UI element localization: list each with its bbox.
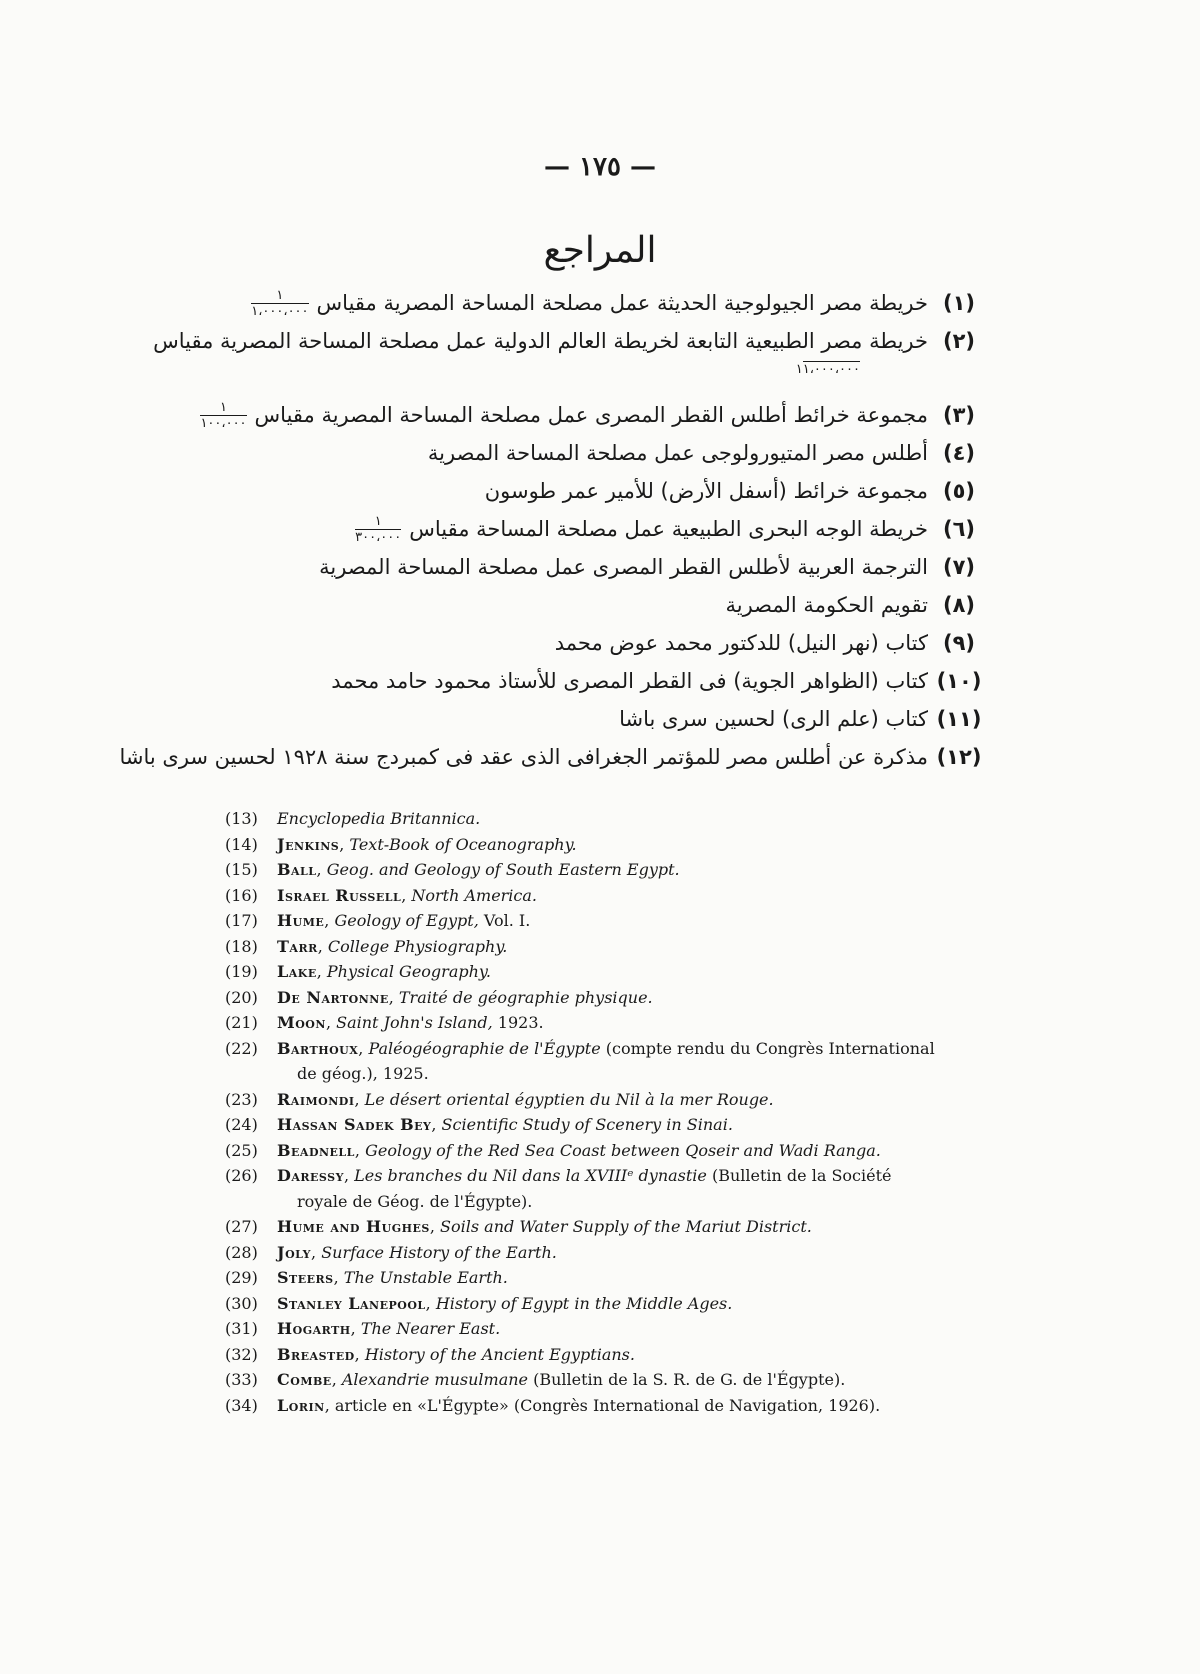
reference-body: Hume and Hughes, Soils and Water Supply of the Mariut District. [277, 1217, 812, 1236]
reference-author: Lake [277, 962, 317, 981]
reference-author: Hogarth [277, 1319, 351, 1338]
reference-title: Saint John's Island, [336, 1013, 493, 1032]
reference-title: The Nearer East. [360, 1319, 501, 1338]
reference-number: (١٢) [936, 745, 982, 769]
reference-title: Geology of Egypt, [334, 911, 479, 930]
english-reference-item [225, 985, 975, 1011]
reference-title: Traité de géographie physique. [398, 987, 653, 1007]
reference-body: Lake, Physical Geography. [277, 962, 491, 981]
reference-number: (16) [225, 885, 258, 905]
english-reference-item [225, 1291, 975, 1317]
scale-fraction [796, 363, 860, 377]
english-reference-item [225, 1342, 975, 1368]
reference-detail: (Bulletin de la S. R. de G. de l'Égypte). [528, 1370, 846, 1389]
reference-body: Jenkins, Text-Book of Oceanography. [277, 834, 577, 854]
reference-number: (29) [225, 1268, 258, 1287]
reference-body: Moon, Saint John's Island, 1923. [277, 1013, 544, 1032]
reference-body: Breasted, History of the Ancient Egyptians. [277, 1344, 635, 1364]
reference-number: (٨) [942, 593, 976, 617]
english-references-list [225, 806, 975, 1418]
reference-author: Hassan Sadek Bey [277, 1115, 432, 1134]
page-number: — ١٧٥ — [543, 152, 657, 182]
reference-title: Scientific Study of Scenery in Sinai. [441, 1115, 733, 1134]
reference-number: (28) [225, 1242, 258, 1262]
english-reference-item [225, 857, 975, 883]
reference-author: Tarr [277, 936, 318, 956]
reference-body: Israel Russell, North America. [277, 885, 538, 905]
reference-number: (19) [225, 962, 258, 981]
reference-number: (23) [225, 1089, 258, 1109]
reference-continuation: royale de Géog. de l'Égypte). [297, 1191, 533, 1211]
arabic-reference-item [153, 323, 990, 397]
reference-number: (15) [225, 860, 258, 879]
reference-author: Lorin [277, 1395, 325, 1415]
reference-body: Barthoux, Paléogéographie de l'Égypte (compte rendu du Congrès International de géog.), 1925. [277, 1036, 975, 1087]
reference-text: تقويم الحكومة المصرية [725, 593, 928, 617]
arabic-reference-item [119, 739, 990, 777]
reference-author: De Nartonne [277, 987, 389, 1007]
reference-title: Text-Book of Oceanography. [349, 834, 577, 854]
reference-text: كتاب (نهر النيل) للدكتور محمد عوض محمد [554, 631, 928, 655]
reference-body: Beadnell, Geology of the Red Sea Coast between Qoseir and Wadi Ranga. [277, 1140, 881, 1160]
reference-title: Geology of the Red Sea Coast between Qoseir and Wadi Ranga. [365, 1140, 881, 1160]
reference-text: خريطة الوجه البحرى الطبيعية عمل مصلحة المساحة مقياس [409, 517, 928, 541]
reference-body: Ball, Geog. and Geology of South Eastern Egypt. [277, 860, 680, 879]
reference-text: كتاب (الظواهر الجوية) فى القطر المصرى للأستاذ محمود حامد محمد [331, 669, 928, 693]
reference-number: (٧) [942, 555, 976, 579]
reference-number: (33) [225, 1370, 258, 1389]
scale-numerator: ١ [374, 514, 382, 529]
english-reference-item [225, 959, 975, 985]
reference-number: (٣) [942, 403, 976, 427]
reference-detail: (Bulletin de la Société [706, 1166, 892, 1185]
reference-detail: (compte rendu du Congrès International [600, 1038, 935, 1058]
reference-author: Hume [277, 911, 325, 930]
reference-title: The Unstable Earth. [343, 1268, 508, 1287]
english-reference-item [225, 1214, 975, 1240]
reference-number: (25) [225, 1140, 258, 1160]
arabic-reference-item [200, 397, 990, 435]
reference-title: Les branches du Nil dans la XVIIIᵉ dynastie [354, 1166, 707, 1185]
english-reference-item [225, 1010, 975, 1036]
arabic-reference-item [215, 587, 990, 625]
reference-title: Surface History of the Earth. [321, 1242, 557, 1262]
reference-text: خريطة مصر الطبيعية التابعة لخريطة العالم الدولية عمل مصلحة المساحة المصرية مقياس [153, 329, 928, 353]
english-reference-item [225, 1112, 975, 1138]
arabic-reference-item [215, 663, 990, 701]
reference-title: North America. [411, 885, 538, 905]
english-reference-item [225, 883, 975, 909]
reference-detail: article en «L'Égypte» (Congrès International de Navigation, 1926). [329, 1395, 881, 1415]
reference-title: History of the Ancient Egyptians. [364, 1344, 635, 1364]
arabic-reference-item [215, 473, 990, 511]
english-reference-item [225, 908, 975, 934]
reference-number: (٢) [942, 329, 976, 353]
english-reference-item [225, 1163, 975, 1214]
reference-author: Hume and Hughes [277, 1217, 430, 1236]
reference-text: مذكرة عن أطلس مصر للمؤتمر الجغرافى الذى عقد فى كمبردج سنة ١٩٢٨ لحسين سرى باشا [119, 745, 928, 769]
scale-numerator: ١ [219, 400, 227, 415]
reference-title: College Physiography. [327, 936, 508, 956]
reference-number: (22) [225, 1038, 258, 1058]
reference-number: (24) [225, 1115, 258, 1134]
english-reference-item [225, 1138, 975, 1164]
reference-number: (34) [225, 1395, 258, 1415]
reference-author: Moon [277, 1013, 326, 1032]
reference-title: Geog. and Geology of South Eastern Egypt. [326, 860, 680, 879]
reference-title: Alexandrie musulmane [341, 1370, 529, 1389]
reference-number: (30) [225, 1293, 258, 1313]
english-reference-item [225, 934, 975, 960]
reference-title: Encyclopedia Britannica. [277, 809, 481, 828]
english-reference-item [225, 1393, 975, 1419]
scale-numerator: ١ [276, 288, 284, 303]
reference-text: أطلس مصر المتيورولوجى عمل مصلحة المساحة المصرية [427, 441, 928, 465]
reference-number: (26) [225, 1166, 258, 1185]
scale-numerator: ١ [795, 362, 803, 377]
english-reference-item [225, 832, 975, 858]
reference-title: Paléogéographie de l'Égypte [368, 1038, 601, 1058]
reference-text: مجموعة خرائط (أسفل الأرض) للأمير عمر طوسون [484, 479, 928, 503]
reference-author: Joly [277, 1242, 312, 1262]
reference-number: (٩) [942, 631, 976, 655]
reference-detail: Vol. I. [478, 911, 531, 930]
scale-denominator: ١،٠٠٠،٠٠٠ [802, 362, 860, 377]
reference-body: Lorin, article en «L'Égypte» (Congrès International de Navigation, 1926). [277, 1395, 881, 1415]
reference-number: (١١) [936, 707, 982, 731]
reference-body: Combe, Alexandrie musulmane (Bulletin de la S. R. de G. de l'Égypte). [277, 1370, 846, 1389]
reference-continuation: de géog.), 1925. [297, 1064, 429, 1083]
reference-number: (14) [225, 834, 258, 854]
reference-body: Joly, Surface History of the Earth. [277, 1242, 557, 1262]
english-reference-item [225, 1367, 975, 1393]
arabic-reference-item [215, 549, 990, 587]
scale-fraction [251, 289, 308, 319]
reference-author: Beadnell [277, 1140, 355, 1160]
reference-detail: 1923. [492, 1013, 544, 1032]
reference-author: Breasted [277, 1344, 355, 1364]
reference-number: (13) [225, 809, 258, 828]
reference-number: (31) [225, 1319, 258, 1338]
english-reference-item [225, 1316, 975, 1342]
reference-body: Daressy, Les branches du Nil dans la XVIIIᵉ dynastie (Bulletin de la Société royale de Géog. de l'Égypte). [277, 1163, 975, 1214]
reference-title: Physical Geography. [326, 962, 491, 981]
arabic-reference-item [215, 701, 990, 739]
english-reference-item [225, 1036, 975, 1087]
reference-number: (27) [225, 1217, 258, 1236]
scale-denominator: ٣٠٠،٠٠٠ [355, 530, 402, 545]
reference-body: Stanley Lanepool, History of Egypt in the Middle Ages. [277, 1293, 733, 1313]
reference-number: (21) [225, 1013, 258, 1032]
reference-number: (٤) [942, 441, 976, 465]
arabic-reference-item [215, 511, 990, 549]
reference-author: Stanley Lanepool [277, 1293, 426, 1313]
page-heading: المراجع [543, 230, 657, 271]
scale-fraction [355, 515, 401, 545]
reference-text: كتاب (علم الرى) لحسين سرى باشا [619, 707, 928, 731]
reference-author: Barthoux [277, 1038, 359, 1058]
reference-text: مجموعة خرائط أطلس القطر المصرى عمل مصلحة المساحة المصرية مقياس [254, 403, 928, 427]
reference-text: خريطة مصر الجيولوجية الحديثة عمل مصلحة المساحة المصرية مقياس [316, 291, 928, 315]
reference-number: (١٠) [936, 669, 982, 693]
reference-author: Combe [277, 1370, 332, 1389]
scale-denominator: ١٠٠،٠٠٠ [200, 416, 247, 431]
arabic-reference-item [215, 625, 990, 663]
english-reference-item [225, 1240, 975, 1266]
reference-author: Raimondi [277, 1089, 355, 1109]
arabic-references-list [119, 285, 990, 777]
reference-body: Hume, Geology of Egypt, Vol. I. [277, 911, 531, 930]
reference-body: De Nartonne, Traité de géographie physique. [277, 987, 653, 1007]
reference-number: (٦) [942, 517, 976, 541]
arabic-reference-item [215, 285, 990, 323]
reference-number: (17) [225, 911, 258, 930]
reference-number: (18) [225, 936, 258, 956]
arabic-reference-item [215, 435, 990, 473]
reference-body: Steers, The Unstable Earth. [277, 1268, 508, 1287]
reference-title: History of Egypt in the Middle Ages. [435, 1293, 733, 1313]
reference-title: Le désert oriental égyptien du Nil à la mer Rouge. [364, 1089, 774, 1109]
reference-title: Soils and Water Supply of the Mariut District. [440, 1217, 812, 1236]
scale-denominator: ١،٠٠٠،٠٠٠ [251, 304, 309, 319]
reference-body: Hassan Sadek Bey, Scientific Study of Scenery in Sinai. [277, 1115, 733, 1134]
reference-author: Jenkins [277, 834, 340, 854]
scale-fraction [200, 401, 246, 431]
reference-author: Steers [277, 1268, 334, 1287]
reference-author: Ball [277, 860, 317, 879]
reference-body: Raimondi, Le désert oriental égyptien du Nil à la mer Rouge. [277, 1089, 774, 1109]
reference-author: Israel Russell [277, 885, 402, 905]
reference-number: (٥) [942, 479, 976, 503]
reference-body: Tarr, College Physiography. [277, 936, 508, 956]
reference-number: (32) [225, 1344, 258, 1364]
english-reference-item [225, 1265, 975, 1291]
reference-body: Hogarth, The Nearer East. [277, 1319, 501, 1338]
reference-author: Daressy [277, 1166, 344, 1185]
english-reference-item [225, 1087, 975, 1113]
reference-number: (20) [225, 987, 258, 1007]
reference-number: (١) [942, 291, 976, 315]
english-reference-item [225, 806, 975, 832]
reference-body [277, 806, 975, 832]
reference-text: الترجمة العربية لأطلس القطر المصرى عمل مصلحة المساحة المصرية [319, 555, 928, 579]
